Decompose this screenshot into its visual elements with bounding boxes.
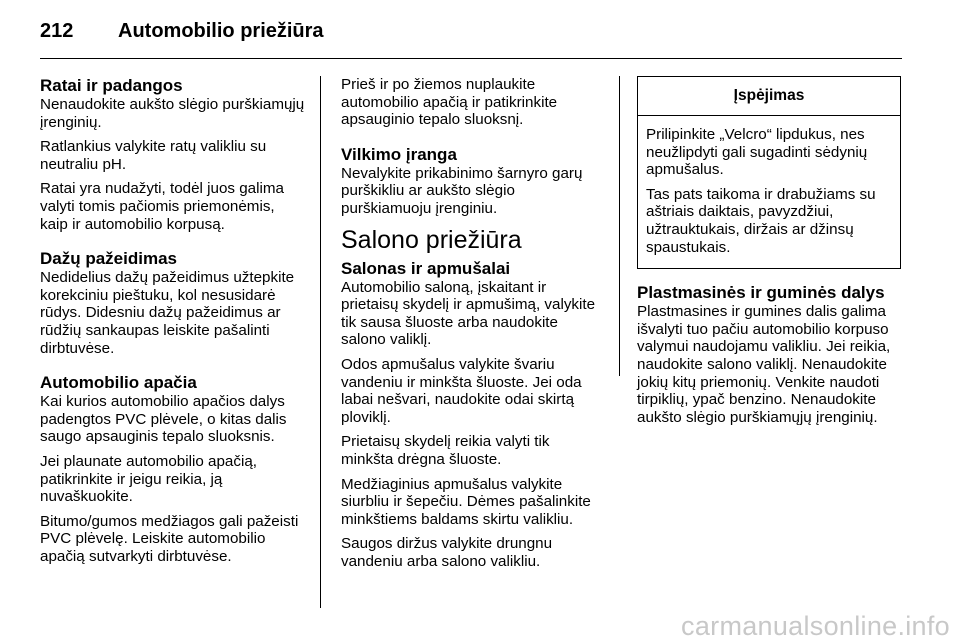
paragraph: Saugos diržus valykite drungnu vandeniu arba salono valikliu. xyxy=(341,535,553,570)
chapter-heading-interior-care: Salono priežiūra xyxy=(341,225,522,254)
page-header xyxy=(40,14,902,59)
paragraph: Nenaudokite aukšto slėgio purškiamųjų įrenginių. xyxy=(40,96,305,131)
section-heading-plastic-rubber: Plastmasinės ir guminės dalys xyxy=(637,283,885,303)
section-heading-upholstery: Salonas ir apmušalai xyxy=(341,258,511,278)
page-number: 212 xyxy=(40,20,74,42)
column-divider xyxy=(320,76,321,608)
paragraph: Bitumo/gumos medžiagos gali pažeisti PVC plėvelę. Leiskite automobilio apačią sutvarkyti dirbtuvėse. xyxy=(40,512,299,565)
column-right xyxy=(637,76,901,433)
paragraph: Ratlankius valykite ratų valikliu su neutraliu pH. xyxy=(40,138,267,173)
paragraph: Prieš ir po žiemos nuplaukite automobilio apačią ir patikrinkite apsauginio tepalo sluoksnį. xyxy=(341,76,558,129)
section-heading-paint-damage: Dažų pažeidimas xyxy=(40,249,177,269)
paragraph: Ratai yra nudažyti, todėl juos galima valyti tomis pačiomis priemonėmis, kaip ir automobilio korpusą. xyxy=(40,180,284,233)
paragraph: Odos apmušalus valykite švariu vandeniu ir minkšta šluoste. Jei oda labai nešvari, naudokite odai skirtą ploviklį. xyxy=(341,355,582,426)
column-divider xyxy=(619,76,620,376)
page-title: Automobilio priežiūra xyxy=(118,20,324,42)
section-heading-towing: Vilkimo įranga xyxy=(341,144,457,164)
section-heading-underbody: Automobilio apačia xyxy=(40,373,197,393)
warning-title: Įspėjimas xyxy=(638,77,900,116)
paragraph: Medžiaginius apmušalus valykite siurbliu ir šepečiu. Dėmes pašalinkite minkštiems baldams skirtu valikliu. xyxy=(341,475,591,528)
paragraph: Tas pats taikoma ir drabužiams su aštriais daiktais, pavyzdžiui, užtrauktukais, diržais ar džinsų spaustukais. xyxy=(646,185,876,256)
paragraph: Prilipinkite „Velcro“ lipdukus, nes neužlipdyti gali sugadinti sėdynių apmušalus. xyxy=(646,126,868,179)
paragraph: Kai kurios automobilio apačios dalys padengtos PVC plėvele, o kitas dalis saugo apsauginis tepalo sluoksnis. xyxy=(40,393,287,446)
warning-body xyxy=(638,116,900,268)
paragraph: Nevalykite prikabinimo šarnyro garų purškikliu ar aukšto slėgio purškiamuoju įrenginiu. xyxy=(341,164,583,217)
paragraph: Plastmasines ir gumines dalis galima išvalyti tuo pačiu automobilio korpuso valymui naudojamu valikliu. Jei reikia, naudokite salono valiklį. Nenaudokite jokių kitų priemonių. Venkite naudoti tirpiklių, ypač benzino. Nenaudokite aukšto slėgio purškiamųjų įrenginių. xyxy=(637,303,891,426)
section-heading-wheels: Ratai ir padangos xyxy=(40,76,183,95)
warning-box xyxy=(637,76,901,269)
column-left xyxy=(40,76,305,572)
paragraph: Prietaisų skydelį reikia valyti tik minkšta drėgna šluoste. xyxy=(341,433,550,468)
paragraph: Nedidelius dažų pažeidimus užtepkite korekciniu pieštuku, kol nesusidarė rūdys. Didesniu dažų pažeidimus ar rūdžių sankaupas leiskite pašalinti dirbtuvėse. xyxy=(40,269,295,357)
paragraph: Automobilio saloną, įskaitant ir prietaisų skydelį ir apmušimą, valykite tik sausa šluoste arba naudokite salono valiklį. xyxy=(341,278,596,349)
paragraph: Jei plaunate automobilio apačią, patikrinkite ir jeigu reikia, ją nuvaškuokite. xyxy=(40,452,257,506)
watermark: carmanualsonline.info xyxy=(681,611,950,641)
column-middle xyxy=(341,76,606,577)
